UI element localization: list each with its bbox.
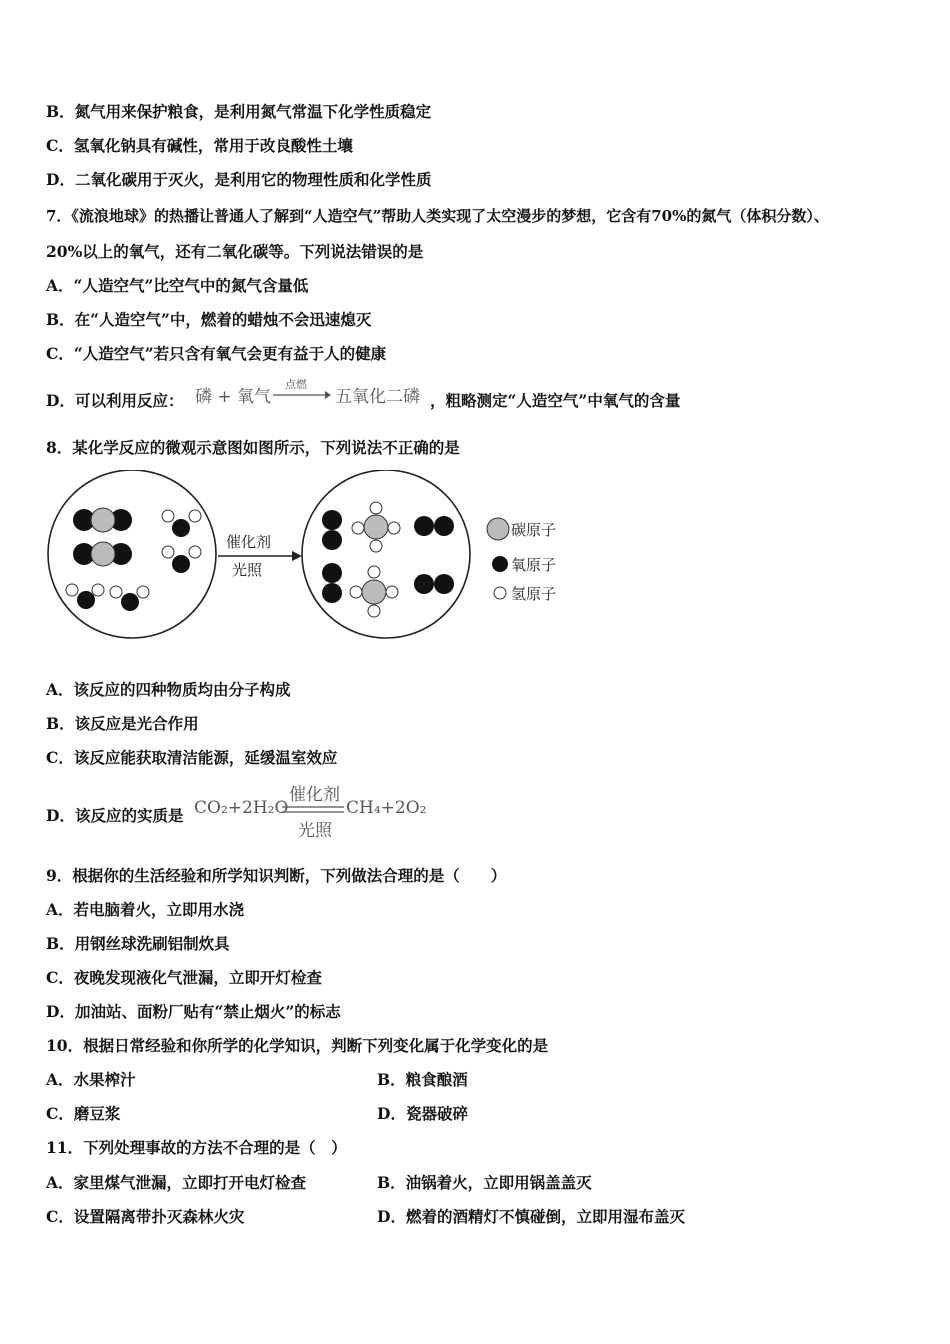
arrow-label-bottom: 光照 [232,561,263,579]
h2o-molecule-1 [162,510,201,537]
legend-hydrogen-icon [494,587,506,599]
q10-option-b: B．粮食酿酒 [377,1070,468,1089]
q7d-eq-left: 磷 + 氧气 [195,387,272,407]
q8d-eq-right: CH₄+2O₂ [346,798,427,818]
q9-option-d: D．加油站、面粉厂贴有“禁止烟火”的标志 [46,1002,341,1021]
q10-option-a: A．水果榨汁 [46,1070,136,1089]
q9-option-c: C．夜晚发现液化气泄漏，立即开灯检查 [46,968,322,987]
q11-option-b: B．油锅着火，立即用锅盖盖灭 [377,1173,592,1192]
q8-option-b: B．该反应是光合作用 [46,714,199,733]
q8d-label: D．该反应的实质是 [46,806,184,825]
q6-option-c: C．氢氧化钠具有碱性，常用于改良酸性土壤 [46,136,353,155]
q7-option-a: A．“人造空气”比空气中的氮气含量低 [46,276,309,295]
co2-molecule-2 [73,542,132,566]
arrow-head-icon [292,551,302,561]
equals-sign-icon [282,806,344,814]
q6-option-d: D．二氧化碳用于灭火，是利用它的物理性质和化学性质 [46,170,432,189]
legend-oxygen-label: 氧原子 [511,556,557,574]
q7-option-b: B．在“人造空气”中，燃着的蜡烛不会迅速熄灭 [46,310,372,329]
q11-option-d: D．燃着的酒精灯不慎碰倒，立即用湿布盖灭 [377,1207,685,1226]
q8-option-a: A．该反应的四种物质均由分子构成 [46,680,291,699]
q6-option-b: B．氮气用来保护粮食，是利用氮气常温下化学性质稳定 [46,102,432,121]
q7-option-d [46,391,183,411]
q7d-eq-right: 五氧化二磷 [335,387,420,407]
q10-option-c: C．磨豆浆 [46,1104,121,1123]
q8-option-c: C．该反应能获取清洁能源，延缓温室效应 [46,748,338,767]
q8-option-d [46,806,183,826]
q8d-eq-bottom: 光照 [298,821,332,841]
q8d-equation [194,780,434,841]
o2-molecule-1 [322,510,342,550]
o2-molecule-3 [322,563,342,603]
h2o-molecule-3 [66,584,104,609]
q9-option-a: A．若电脑着火，立即用水浇 [46,900,245,919]
q7d-tail: ，粗略测定“人造空气”中氧气的含量 [430,391,681,410]
o2-molecule-2 [414,516,454,536]
q9-option-b: B．用钢丝球洗刷铝制炊具 [46,934,230,953]
legend-hydrogen-label: 氢原子 [511,585,557,603]
q7-stem-line1: 7．《流浪地球》的热播让普通人了解到“人造空气”帮助人类实现了太空漫步的梦想，它含有70%的氮气（体积分数）、 [46,207,829,225]
q8d-eq-top: 催化剂 [289,785,340,805]
reaction-diagram [46,470,586,645]
reaction-arrow-icon [273,389,331,401]
q11-stem: 11．下列处理事故的方法不合理的是（ ） [46,1138,347,1157]
legend-carbon-icon [487,518,509,540]
ch4-molecule-2 [350,566,398,617]
q9-stem: 9．根据你的生活经验和所学知识判断，下列做法合理的是（ ） [46,866,507,885]
q7-option-c: C．“人造空气”若只含有氧气会更有益于人的健康 [46,344,387,363]
h2o-molecule-2 [162,546,201,573]
q7d-eq-cond: 点燃 [285,378,307,391]
co2-molecule-1 [73,508,132,532]
q7d-label: D．可以利用反应： [46,391,184,410]
q11-option-c: C．设置隔离带扑灭森林火灾 [46,1207,245,1226]
q11-option-a: A．家里煤气泄漏，立即打开电灯检查 [46,1173,307,1192]
q7d-equation [195,376,430,406]
ch4-molecule-1 [352,502,400,552]
q8-stem: 8．某化学反应的微观示意图如图所示，下列说法不正确的是 [46,438,460,457]
q7-stem-line2: 20%以上的氧气，还有二氧化碳等。下列说法错误的是 [46,242,424,261]
legend-carbon-label: 碳原子 [511,521,557,539]
arrow-label-top: 催化剂 [226,533,272,551]
q10-stem: 10．根据日常经验和你所学的化学知识，判断下列变化属于化学变化的是 [46,1036,549,1055]
q10-option-d: D．瓷器破碎 [377,1104,468,1123]
products-circle [302,470,470,638]
o2-molecule-4 [414,574,454,594]
legend-oxygen-icon [492,556,508,572]
h2o-molecule-4 [110,586,149,611]
q8d-eq-left: CO₂+2H₂O [194,798,289,818]
